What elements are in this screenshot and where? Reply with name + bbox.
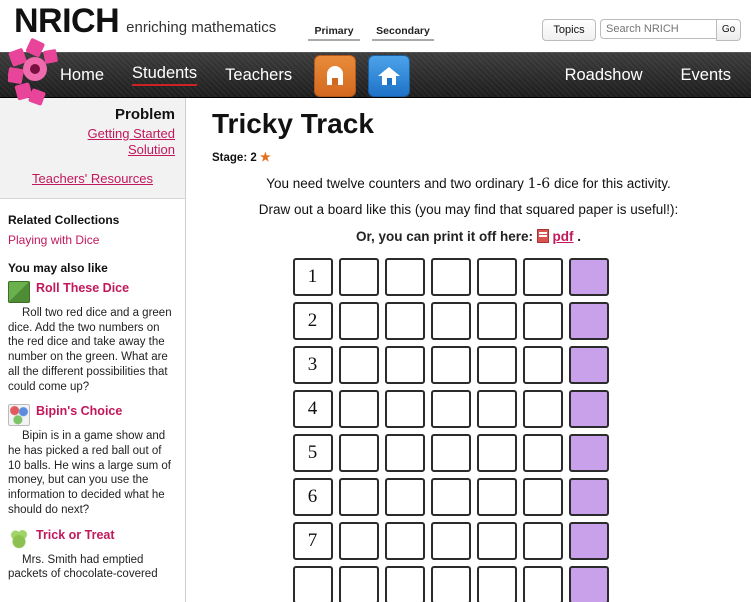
- related-item-title[interactable]: Trick or Treat: [36, 527, 115, 542]
- board-cell-number: 4: [293, 390, 333, 428]
- board-cell-blank: [385, 258, 425, 296]
- board-cell-blank: [477, 258, 517, 296]
- board-cell-blank: [523, 566, 563, 602]
- board-cell-blank: [477, 302, 517, 340]
- stage-badge: [212, 150, 737, 164]
- board-cell-number: 5: [293, 434, 333, 472]
- nav-left-group: [60, 53, 292, 97]
- print-text-prefix: Or, you can print it off here:: [355, 229, 537, 244]
- problem-heading: Problem: [114, 106, 175, 123]
- board-cell-blank: [339, 566, 379, 602]
- related-collection-playing-with-dice[interactable]: Playing with Dice: [8, 233, 100, 247]
- pdf-link[interactable]: pdf: [552, 229, 574, 244]
- track-board: [293, 258, 645, 602]
- board-cell-number: 2: [293, 302, 333, 340]
- related-item-description: Roll two red dice and a green dice. Add the two numbers on the red dice and take away the number on the green. What are all the different possibilities that could come up?: [8, 307, 172, 393]
- print-text-suffix: .: [573, 229, 582, 244]
- search-go-button[interactable]: Go: [716, 19, 741, 41]
- board-cell-blank: [431, 258, 471, 296]
- board-cell-highlight: [569, 390, 609, 428]
- board-cell-blank: [431, 566, 471, 602]
- board-cell-highlight: [569, 566, 609, 602]
- search-form: [600, 19, 741, 41]
- board-cell-blank: [523, 434, 563, 472]
- related-item-description: Bipin is in a game show and he has picked a red ball out of 10 balls. He wins a large sum of money, but can you use the information to decided what he should do next?: [8, 430, 171, 516]
- intro-text-a: You need twelve counters and two ordinary: [266, 176, 528, 191]
- audience-segment-labels: [308, 25, 438, 41]
- list-item[interactable]: [8, 404, 177, 517]
- board-cell-blank: [523, 522, 563, 560]
- nav-right-group: [565, 53, 731, 97]
- related-item-title[interactable]: Bipin's Choice: [36, 404, 123, 419]
- board-cell-blank: [385, 346, 425, 384]
- sidebar-link-teachers-resources[interactable]: Teachers' Resources: [32, 171, 153, 186]
- board-row: [293, 478, 645, 516]
- board-row: [293, 258, 645, 296]
- board-cell-blank: [339, 434, 379, 472]
- board-cell-blank: [385, 302, 425, 340]
- pdf-icon: [537, 229, 549, 243]
- board-cell-blank: [339, 258, 379, 296]
- board-cell-blank: [477, 566, 517, 602]
- board-cell-blank: [523, 258, 563, 296]
- board-cell-blank: [339, 522, 379, 560]
- main-article: [186, 98, 751, 602]
- board-row: [293, 346, 645, 384]
- board-row: [293, 434, 645, 472]
- board-cell-blank: [385, 434, 425, 472]
- board-cell-blank: [431, 302, 471, 340]
- stage-label: Stage: 2: [212, 152, 257, 164]
- intro-paragraph: [200, 176, 737, 192]
- search-input[interactable]: [600, 19, 716, 39]
- sidebar-link-getting-started[interactable]: Getting Started: [87, 126, 175, 141]
- board-cell-blank: [385, 522, 425, 560]
- board-cell-highlight: [569, 302, 609, 340]
- problem-links-panel: [0, 98, 185, 199]
- board-cell-blank: [477, 522, 517, 560]
- board-cell-number: 1: [293, 258, 333, 296]
- secondary-toggle-button[interactable]: [368, 55, 410, 97]
- intro-text-b: dice for this activity.: [550, 176, 671, 191]
- nav-item-home[interactable]: Home: [60, 65, 105, 84]
- board-cell-blank: [431, 346, 471, 384]
- board-cell-blank: [523, 346, 563, 384]
- you-may-also-like-heading: You may also like: [8, 261, 108, 275]
- home-icon: [377, 65, 401, 87]
- board-cell-blank: [523, 390, 563, 428]
- board-cell-blank: [477, 478, 517, 516]
- nav-item-roadshow[interactable]: Roadshow: [564, 65, 643, 84]
- board-cell-blank: [431, 434, 471, 472]
- board-row: [293, 522, 645, 560]
- board-cell-highlight: [569, 258, 609, 296]
- board-cell-blank: [339, 478, 379, 516]
- board-row: [293, 390, 645, 428]
- coloured-balls-icon: [8, 404, 30, 426]
- board-cell-number: 6: [293, 478, 333, 516]
- board-cell-blank: [431, 478, 471, 516]
- stage-star-icon: ★: [259, 150, 271, 164]
- board-cell-number: [293, 566, 333, 602]
- board-cell-blank: [523, 478, 563, 516]
- board-cell-highlight: [569, 522, 609, 560]
- sidebar-link-solution[interactable]: Solution: [128, 142, 175, 157]
- draw-board-paragraph: Draw out a board like this (you may find that squared paper is useful!):: [258, 202, 679, 217]
- related-item-title[interactable]: Roll These Dice: [36, 281, 130, 295]
- related-item-description: Mrs. Smith had emptied packets of chocolate-covered: [8, 553, 158, 581]
- segment-label-secondary[interactable]: Secondary: [372, 25, 434, 41]
- board-cell-blank: [385, 566, 425, 602]
- brand-name: NRICH: [14, 2, 120, 40]
- board-cell-blank: [477, 390, 517, 428]
- nrich-flower-logo-icon: [8, 36, 80, 108]
- page-title: Tricky Track: [212, 108, 374, 139]
- brand-tagline: enriching mathematics: [126, 19, 277, 36]
- board-cell-blank: [431, 390, 471, 428]
- print-paragraph: [200, 229, 737, 244]
- board-cell-blank: [339, 390, 379, 428]
- board-cell-blank: [431, 522, 471, 560]
- nav-item-students[interactable]: Students: [132, 64, 197, 86]
- board-cell-blank: [477, 434, 517, 472]
- home-arch-icon: [323, 65, 347, 87]
- list-item[interactable]: [8, 281, 177, 394]
- board-row: [293, 302, 645, 340]
- sweets-icon: [8, 528, 30, 550]
- board-cell-blank: [385, 390, 425, 428]
- nav-item-teachers[interactable]: Teachers: [225, 65, 293, 84]
- site-header: [0, 0, 751, 52]
- sidebar: [0, 98, 186, 602]
- main-navigation: [0, 52, 751, 98]
- board-cell-blank: [339, 302, 379, 340]
- board-cell-number: 7: [293, 522, 333, 560]
- dice-range: 1-6: [527, 176, 551, 192]
- list-item[interactable]: [8, 528, 177, 582]
- nav-item-events[interactable]: Events: [680, 65, 731, 84]
- board-cell-highlight: [569, 346, 609, 384]
- primary-toggle-button[interactable]: [314, 55, 356, 97]
- segment-label-primary[interactable]: Primary: [308, 25, 360, 41]
- page-content: [0, 98, 751, 602]
- board-cell-number: 3: [293, 346, 333, 384]
- topics-button[interactable]: Topics: [542, 19, 596, 41]
- board-row: [293, 566, 645, 602]
- related-collections-heading: Related Collections: [8, 213, 120, 227]
- board-cell-highlight: [569, 434, 609, 472]
- board-cell-blank: [523, 302, 563, 340]
- green-dice-icon: [8, 281, 30, 303]
- board-cell-blank: [385, 478, 425, 516]
- board-cell-blank: [477, 346, 517, 384]
- board-cell-blank: [339, 346, 379, 384]
- board-cell-highlight: [569, 478, 609, 516]
